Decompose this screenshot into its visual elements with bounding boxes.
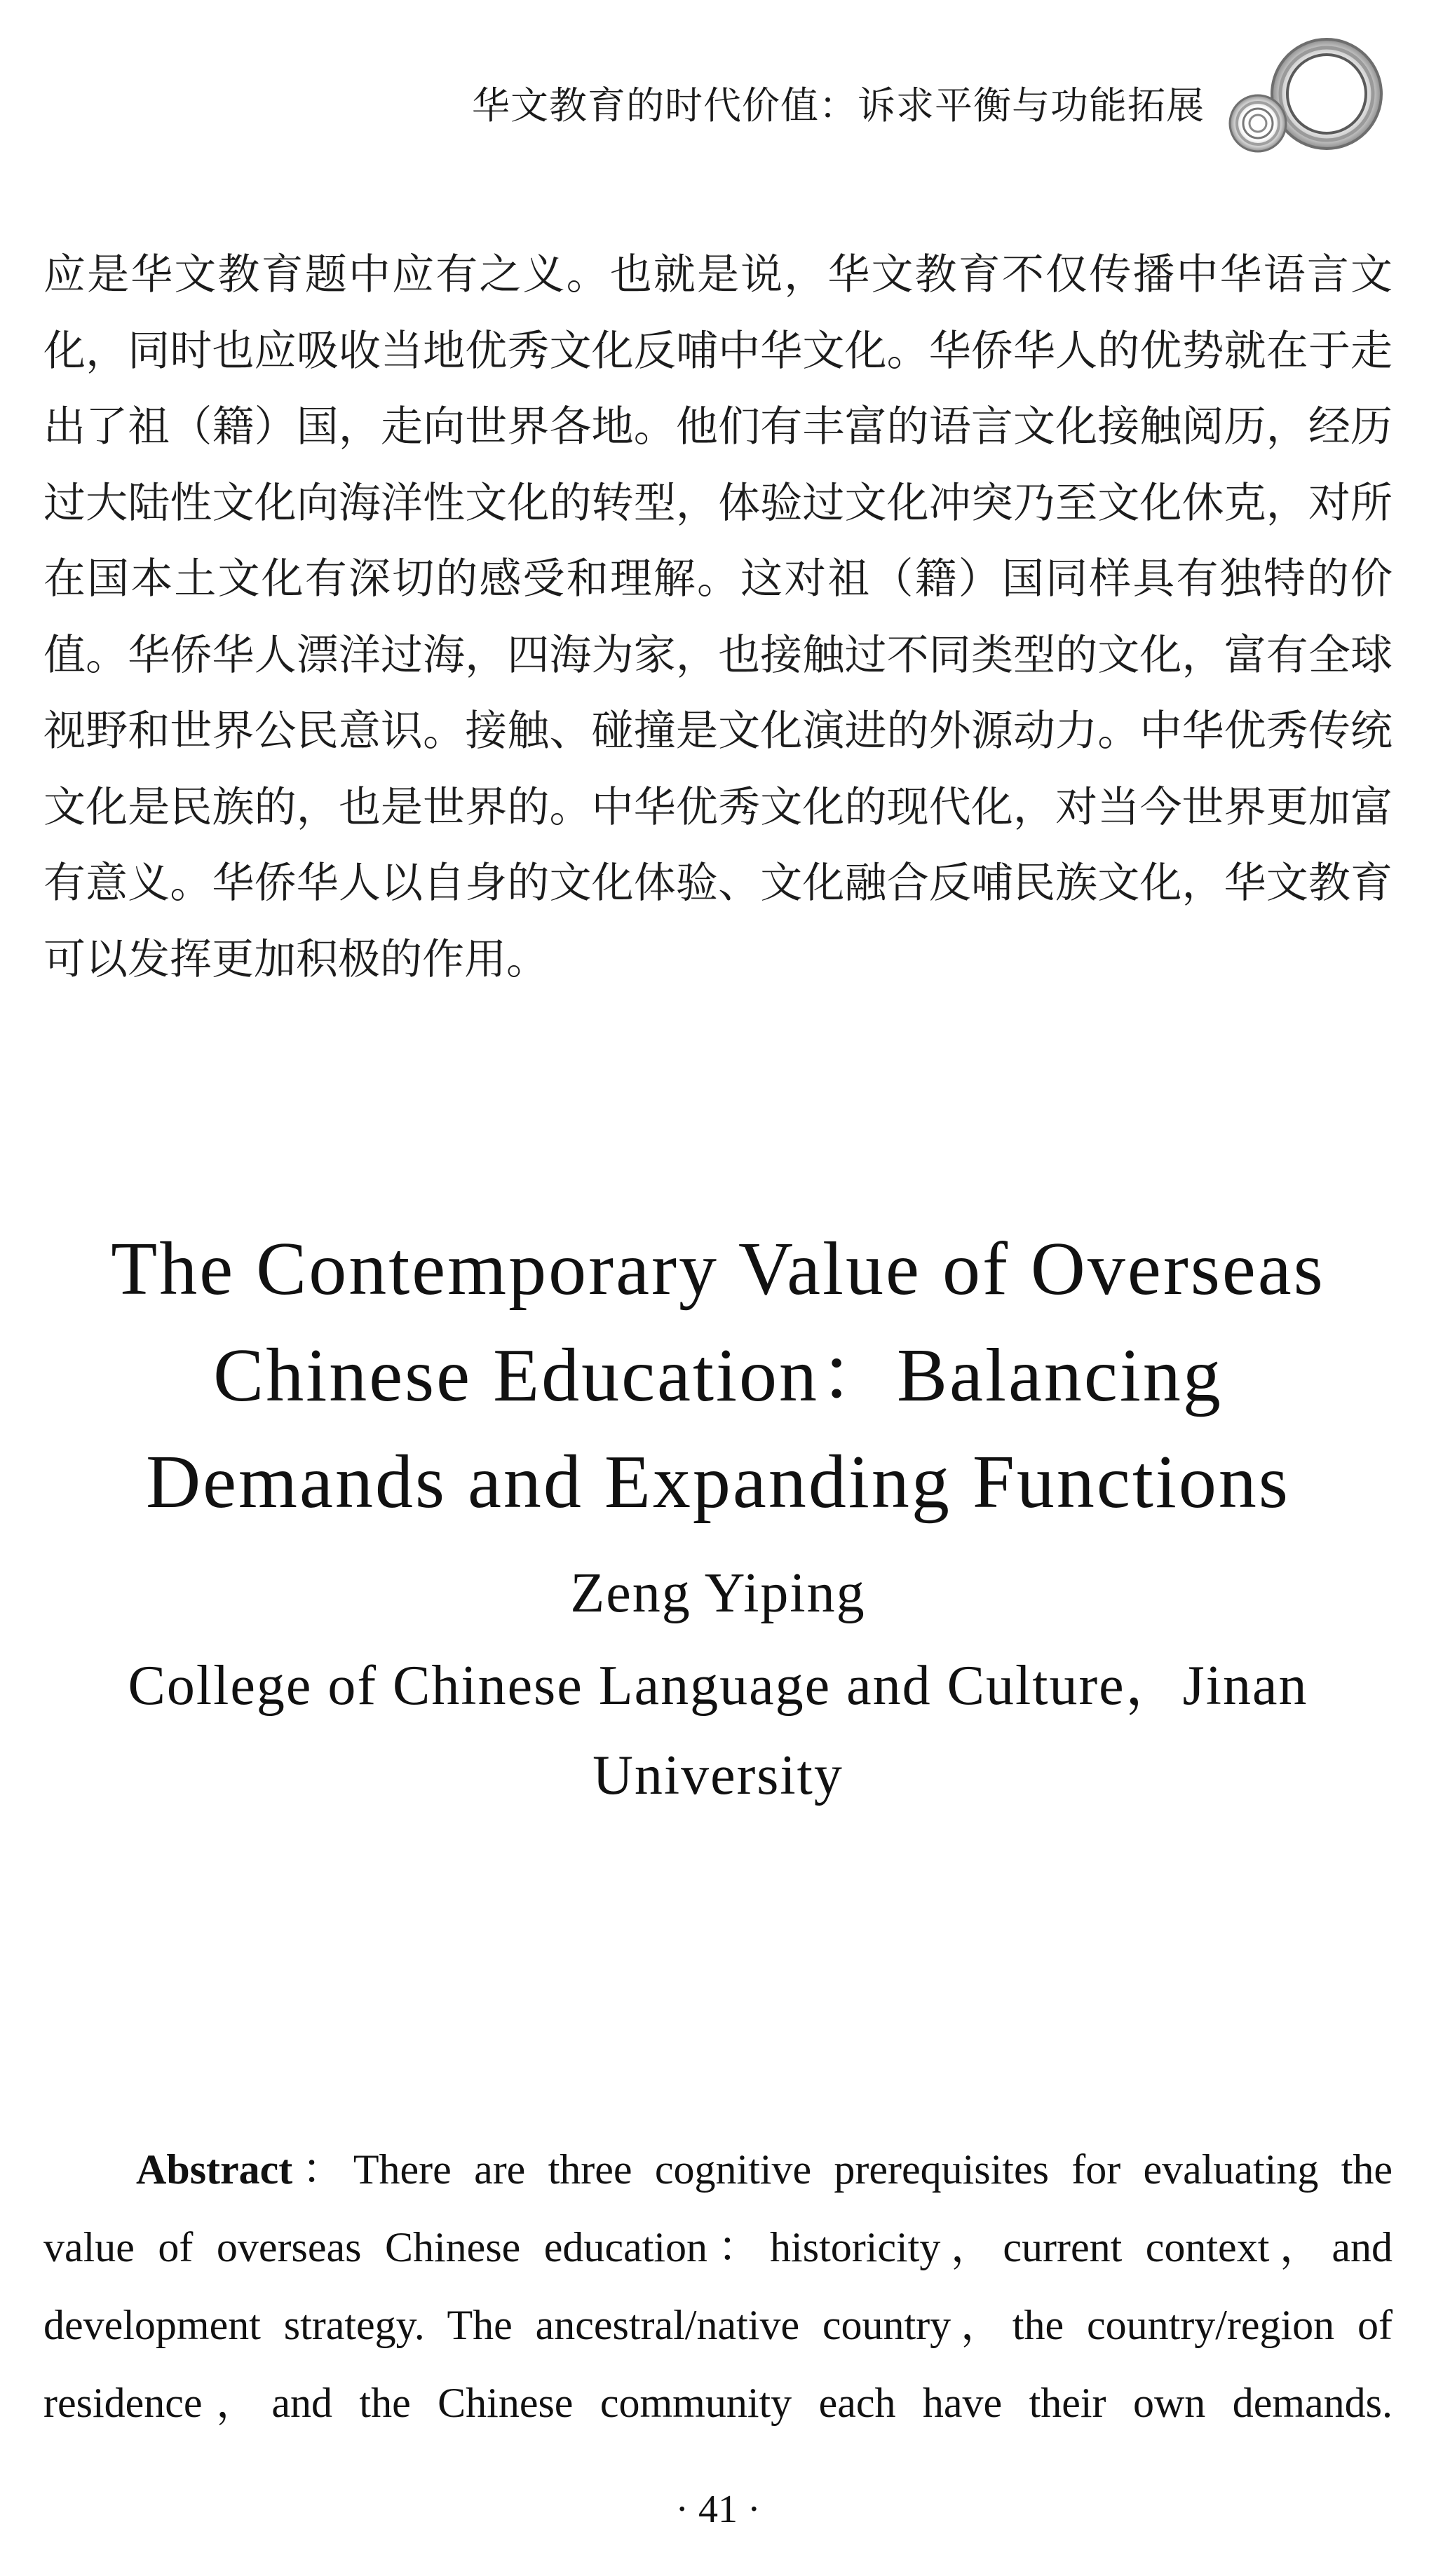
english-title-block [0, 1216, 1436, 1820]
abstract-text: There are three cognitive prerequisites for evaluating the value of overseas Chinese education：historicity，current context，and development strategy. The ancestral/native country，the country/region of residence，and the Chinese community each have their own demands. [43, 2146, 1393, 2426]
paper-title: The Contemporary Value of Overseas Chinese Education：Balancing Demands and Expanding Functions [111, 1227, 1325, 1524]
abstract-label: Abstract [136, 2146, 293, 2193]
paper-affiliation: College of Chinese Language and Culture，Jinan University [128, 1655, 1308, 1806]
abstract [43, 2131, 1393, 2442]
running-title: 华文教育的时代价值：诉求平衡与功能拓展 [472, 83, 1205, 128]
paper-author: Zeng Yiping [570, 1562, 866, 1624]
page-header [0, 0, 1436, 175]
page-number: · 41 · [675, 2488, 761, 2531]
concentric-rings-icon [1221, 36, 1390, 170]
abstract-colon: ： [292, 2146, 353, 2193]
body-paragraph: 应是华文教育题中应有之义。也就是说，华文教育不仅传播中华语言文化，同时也应吸收当地优秀文化反哺中华文化。华侨华人的优势就在于走出了祖（籍）国，走向世界各地。他们有丰富的语言文化接触阅历，经历过大陆性文化向海洋性文化的转型，体验过文化冲突乃至文化休克，对所在国本土文化有深切的感受和理解。这对祖（籍）国同样具有独特的价值。华侨华人漂洋过海，四海为家，也接触过不同类型的文化，富有全球视野和世界公民意识。接触、碰撞是文化演进的外源动力。中华优秀传统文化是民族的，也是世界的。中华优秀文化的现代化，对当今世界更加富有意义。华侨华人以自身的文化体验、文化融合反哺民族文化，华文教育可以发挥更加积极的作用。 [43, 250, 1393, 984]
